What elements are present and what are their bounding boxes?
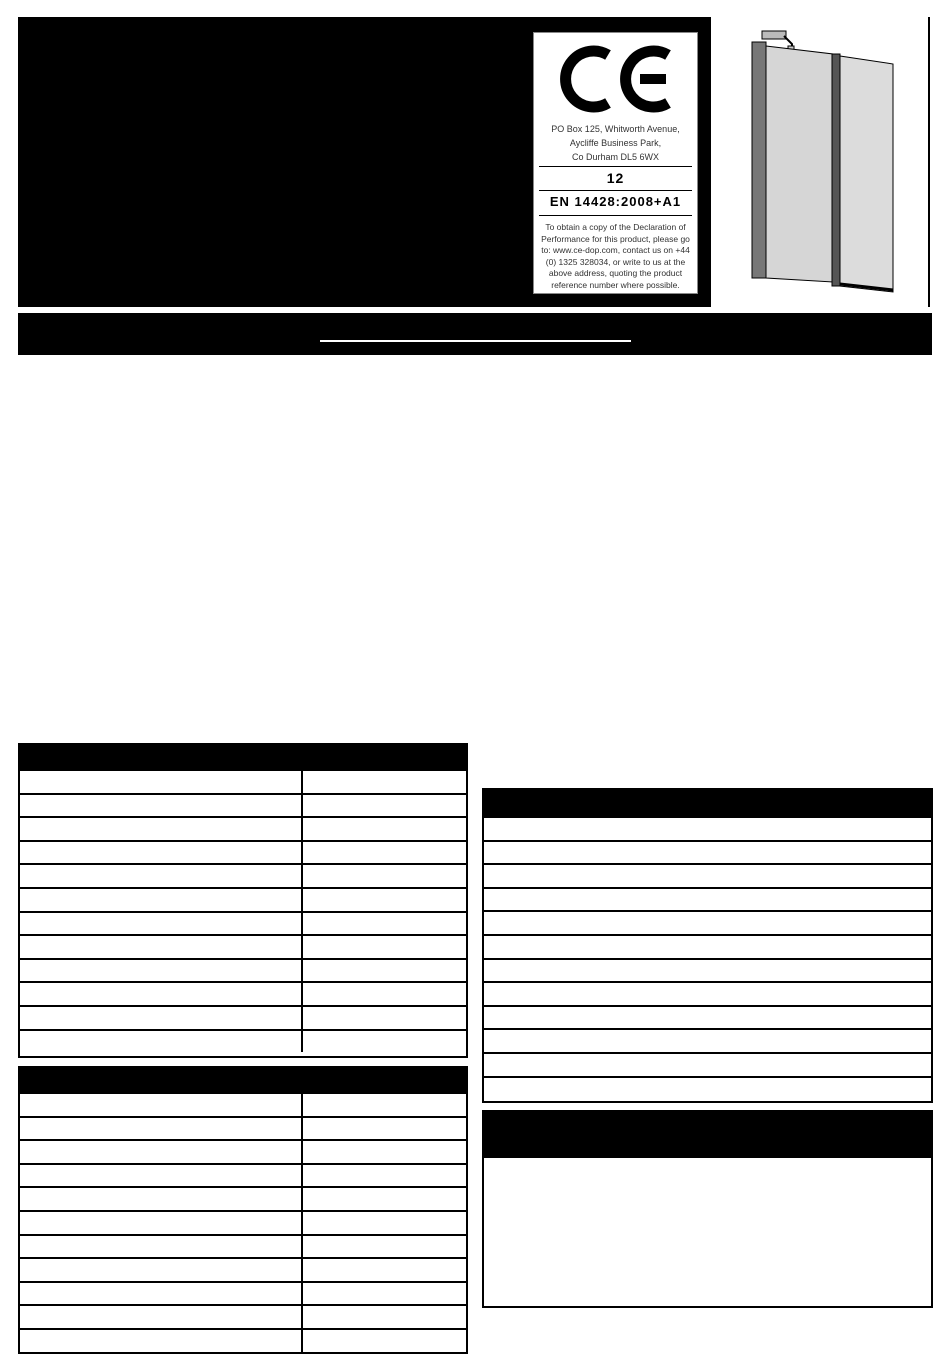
ce-separator [539,215,692,216]
table-header [20,745,466,769]
column-divider [301,771,303,793]
table-header [484,790,931,816]
table-row [20,863,466,887]
table-row [484,934,931,958]
table-row [484,1005,931,1029]
bath-screen-icon [738,26,928,296]
table-row [484,887,931,911]
column-divider [301,1188,303,1210]
column-divider [301,889,303,911]
table-row [484,981,931,1005]
parts-table-c [482,788,933,1103]
table-row [20,1281,466,1305]
page-edge-rule [928,17,930,307]
column-divider [301,1094,303,1116]
ce-separator [539,166,692,167]
column-divider [301,1306,303,1328]
table-row [484,1028,931,1052]
column-divider [301,1118,303,1140]
notes-header [484,1112,931,1158]
column-divider [301,842,303,864]
table-row [20,911,466,935]
column-divider [301,1330,303,1352]
table-row [484,1052,931,1076]
column-divider [301,1141,303,1163]
table-row [20,840,466,864]
column-divider [301,865,303,887]
notes-box [482,1110,933,1308]
table-row [484,816,931,840]
table-row [20,1234,466,1258]
table-row [484,910,931,934]
table-row [484,958,931,982]
table-row [20,1210,466,1234]
column-divider [301,936,303,958]
table-row [20,1304,466,1328]
parts-table-a [18,743,468,1058]
ce-standard: EN 14428:2008+A1 [549,194,682,209]
table-header [20,1068,466,1092]
table-row [20,1029,466,1053]
parts-table-b [18,1066,468,1354]
ce-address-line-3: Co Durham DL5 6WX [571,152,660,162]
ce-mark-logo [556,39,676,119]
table-row [20,1092,466,1116]
table-row [20,1116,466,1140]
title-bar [18,313,932,355]
table-row [20,887,466,911]
column-divider [301,913,303,935]
table-row [20,958,466,982]
ce-year: 12 [606,170,625,186]
table-row [484,1076,931,1100]
column-divider [301,818,303,840]
ce-declaration-text: To obtain a copy of the Declaration of Performance for this product, please go to: www.ce-dop.com, contact us on +44 (0) 1325 328034, or write to us at the above address, quoting the product reference number where possible. [541,222,690,290]
table-row [20,1186,466,1210]
column-divider [301,1283,303,1305]
ce-address-line-2: Aycliffe Business Park, [569,138,662,148]
ce-separator [539,190,692,191]
column-divider [301,983,303,1005]
ce-address-line-1: PO Box 125, Whitworth Avenue, [551,124,680,134]
title-underline [320,340,631,342]
column-divider [301,960,303,982]
table-row [20,1328,466,1352]
column-divider [301,1212,303,1234]
column-divider [301,1007,303,1029]
column-divider [301,1031,303,1053]
ce-conformity-label [533,32,698,294]
table-row [20,1139,466,1163]
column-divider [301,1259,303,1281]
table-row [484,840,931,864]
column-divider [301,1236,303,1258]
table-row [484,863,931,887]
table-row [20,1005,466,1029]
table-row [20,1163,466,1187]
table-row [20,934,466,958]
table-row [20,1257,466,1281]
column-divider [301,1165,303,1187]
column-divider [301,795,303,817]
table-row [20,793,466,817]
table-row [20,981,466,1005]
table-row [20,769,466,793]
table-row [20,816,466,840]
